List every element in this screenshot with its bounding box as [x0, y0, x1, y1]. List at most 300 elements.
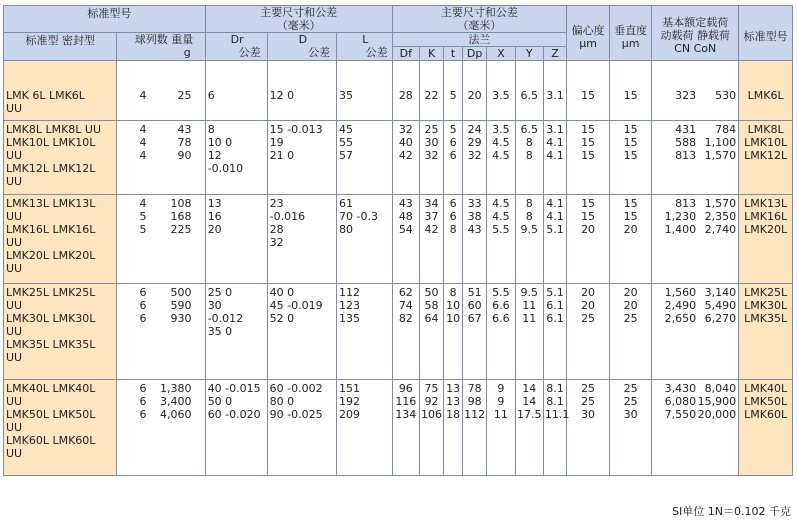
- weight-value: 25: [177, 89, 192, 102]
- right-value: LMK35L: [744, 312, 788, 325]
- header-load-rating: 基本额定载荷 动载荷 静载荷 CN CoN: [652, 6, 739, 61]
- cell-df: [392, 380, 419, 476]
- z-value: 11.1: [544, 408, 570, 421]
- cell-dr: [205, 380, 267, 476]
- header-flange: 法兰: [392, 33, 566, 47]
- l-value: 55: [338, 136, 353, 149]
- cell-right: [739, 195, 793, 284]
- y-value: 8: [525, 210, 533, 223]
- header-main-dims-2: 主要尺寸和公差 （毫米）: [392, 6, 566, 33]
- d-value: 60 -0.002: [269, 382, 323, 395]
- right-value: LMK16L: [744, 210, 788, 223]
- d-value: 28: [269, 223, 284, 236]
- header-main-dims-1: 主要尺寸和公差 （毫米）: [205, 6, 392, 33]
- y-value: 6.5: [520, 89, 538, 102]
- right-value: LMK8L: [747, 123, 784, 136]
- cell-right: [739, 380, 793, 476]
- model-value: UU: [6, 447, 23, 460]
- k-value: 106: [421, 408, 443, 421]
- cell-model: [4, 61, 117, 121]
- x-value: 4.5: [492, 197, 510, 210]
- y-value: 8: [525, 136, 533, 149]
- weight-value: 78: [177, 136, 192, 149]
- dr-value: 8: [207, 123, 215, 136]
- ecc-value: 15: [581, 149, 596, 162]
- dp-value: 24: [467, 123, 482, 136]
- cell-t: [444, 61, 463, 121]
- cn-value: 588: [675, 136, 697, 149]
- dr-value: 30: [207, 299, 222, 312]
- perp-value: 25: [623, 382, 638, 395]
- model-value: LMK8L LMK8L UU: [6, 123, 102, 136]
- k-value: 64: [424, 312, 439, 325]
- cell-x: [487, 380, 515, 476]
- cell-cn: [652, 121, 739, 195]
- cell-ecc: [567, 380, 610, 476]
- df-value: 74: [398, 299, 413, 312]
- cell-x: [487, 195, 515, 284]
- cn-value: 6,080: [664, 395, 697, 408]
- con-value: 6,270: [704, 312, 737, 325]
- cell-dp: [463, 121, 487, 195]
- k-value: 92: [424, 395, 439, 408]
- con-value: 2,740: [704, 223, 737, 236]
- right-value: LMK10L: [744, 136, 788, 149]
- t-value: 8: [449, 223, 457, 236]
- cell-k: [419, 121, 443, 195]
- z-value: 4.1: [546, 136, 564, 149]
- right-value: LMK13L: [744, 197, 788, 210]
- d-value: 32: [269, 236, 284, 249]
- header-x: X: [487, 47, 515, 61]
- con-value: 3,140: [704, 286, 737, 299]
- x-value: 11: [493, 408, 508, 421]
- balls-value: 6: [139, 312, 147, 325]
- perp-value: 20: [623, 299, 638, 312]
- k-value: 37: [424, 210, 439, 223]
- y-value: 17.5: [516, 408, 542, 421]
- weight-value: 168: [170, 210, 192, 223]
- df-value: 116: [395, 395, 417, 408]
- balls-value: 6: [139, 286, 147, 299]
- t-value: 5: [449, 89, 457, 102]
- cell-k: [419, 195, 443, 284]
- z-value: 6.1: [546, 312, 564, 325]
- d-value: 12 0: [269, 89, 295, 102]
- x-value: 6.6: [492, 299, 510, 312]
- cell-ecc: [567, 284, 610, 380]
- y-value: 11: [522, 299, 537, 312]
- x-value: 4.5: [492, 149, 510, 162]
- dr-value: 20: [207, 223, 222, 236]
- dp-value: 29: [467, 136, 482, 149]
- dr-value: 40 -0.015: [207, 382, 261, 395]
- cell-model: [4, 121, 117, 195]
- weight-value: 930: [170, 312, 192, 325]
- y-value: 6.5: [520, 123, 538, 136]
- cell-perp: [610, 121, 652, 195]
- right-value: LMK6L: [747, 89, 784, 102]
- model-value: UU: [6, 149, 23, 162]
- k-value: 50: [424, 286, 439, 299]
- cell-z: [543, 284, 566, 380]
- k-value: 75: [424, 382, 439, 395]
- k-value: 22: [424, 89, 439, 102]
- d-value: 19: [269, 136, 284, 149]
- perp-value: 20: [623, 223, 638, 236]
- con-value: 1,570: [704, 197, 737, 210]
- perp-value: 15: [623, 197, 638, 210]
- cell-z: [543, 121, 566, 195]
- df-value: 134: [395, 408, 417, 421]
- dr-value: 16: [207, 210, 222, 223]
- header-k: K: [419, 47, 443, 61]
- cell-t: [444, 380, 463, 476]
- cell-perp: [610, 284, 652, 380]
- perp-value: 25: [623, 312, 638, 325]
- perp-value: 25: [623, 395, 638, 408]
- balls-value: 6: [139, 382, 147, 395]
- t-value: 5: [449, 123, 457, 136]
- right-value: LMK12L: [744, 149, 788, 162]
- l-value: 123: [338, 299, 360, 312]
- balls-value: 5: [139, 223, 147, 236]
- model-value: LMK50L LMK50L: [6, 408, 96, 421]
- l-value: 192: [338, 395, 360, 408]
- cell-dp: [463, 195, 487, 284]
- perp-value: 15: [623, 89, 638, 102]
- cell-model: [4, 195, 117, 284]
- cell-y: [515, 284, 543, 380]
- model-value: UU: [6, 421, 23, 434]
- x-value: 5.5: [492, 286, 510, 299]
- cell-perp: [610, 380, 652, 476]
- dp-value: 51: [467, 286, 482, 299]
- cell-t: [444, 195, 463, 284]
- cell-ecc: [567, 121, 610, 195]
- model-value: LMK25L LMK25L: [6, 286, 96, 299]
- cell-cn: [652, 284, 739, 380]
- z-value: 8.1: [546, 395, 564, 408]
- cn-value: 1,560: [664, 286, 697, 299]
- table-row: [4, 61, 793, 121]
- model-value: LMK12L LMK12L: [6, 162, 96, 175]
- df-value: 28: [398, 89, 413, 102]
- perp-value: 15: [623, 149, 638, 162]
- dr-value: 25 0: [207, 286, 233, 299]
- cell-ecc: [567, 195, 610, 284]
- cell-df: [392, 284, 419, 380]
- y-value: 8: [525, 149, 533, 162]
- header-std-sealed: 标准型 密封型: [4, 33, 117, 61]
- con-value: 20,000: [697, 408, 737, 421]
- model-value: LMK20L LMK20L: [6, 249, 96, 262]
- cell-x: [487, 284, 515, 380]
- header-d: D 公差: [267, 33, 336, 61]
- header-t: t: [444, 47, 463, 61]
- balls-value: 6: [139, 395, 147, 408]
- dp-value: 60: [467, 299, 482, 312]
- cell-dp: [463, 284, 487, 380]
- model-value: UU: [6, 102, 23, 115]
- dr-value: 60 -0.020: [207, 408, 261, 421]
- table-body: [4, 61, 793, 476]
- header-std-model-right: 标准型号: [739, 6, 793, 61]
- cell-d: [267, 380, 336, 476]
- x-value: 3.5: [492, 123, 510, 136]
- z-value: 3.1: [546, 89, 564, 102]
- df-value: 48: [398, 210, 413, 223]
- cell-df: [392, 61, 419, 121]
- l-value: 80: [338, 223, 353, 236]
- d-value: 21 0: [269, 149, 295, 162]
- cell-dp: [463, 380, 487, 476]
- cell-y: [515, 195, 543, 284]
- df-value: 43: [398, 197, 413, 210]
- ecc-value: 15: [581, 197, 596, 210]
- d-value: 15 -0.013: [269, 123, 323, 136]
- model-value: LMK40L LMK40L: [6, 382, 96, 395]
- balls-value: 5: [139, 210, 147, 223]
- weight-value: 225: [170, 223, 192, 236]
- cn-value: 1,400: [664, 223, 697, 236]
- cell-y: [515, 61, 543, 121]
- cell-k: [419, 284, 443, 380]
- right-value: LMK60L: [744, 408, 788, 421]
- cn-value: 3,430: [664, 382, 697, 395]
- model-value: LMK35L LMK35L: [6, 338, 96, 351]
- perp-value: 15: [623, 210, 638, 223]
- ecc-value: 20: [581, 286, 596, 299]
- model-value: UU: [6, 262, 23, 275]
- table-row: [4, 284, 793, 380]
- cell-t: [444, 121, 463, 195]
- model-value: LMK60L LMK60L: [6, 434, 96, 447]
- right-value: LMK25L: [744, 286, 788, 299]
- d-value: 90 -0.025: [269, 408, 323, 421]
- perp-value: 15: [623, 123, 638, 136]
- header-balls-weight: 球列数 重量 g: [117, 33, 205, 61]
- df-value: 96: [398, 382, 413, 395]
- cell-l: [336, 195, 392, 284]
- dr-value: 12: [207, 149, 222, 162]
- dp-value: 20: [467, 89, 482, 102]
- dp-value: 32: [467, 149, 482, 162]
- cn-value: 1,230: [664, 210, 697, 223]
- cell-d: [267, 61, 336, 121]
- cn-value: 2,490: [664, 299, 697, 312]
- l-value: 70 -0.3: [338, 210, 378, 223]
- t-value: 6: [449, 197, 457, 210]
- l-value: 45: [338, 123, 353, 136]
- header-dr: Dr 公差: [205, 33, 267, 61]
- d-value: 40 0: [269, 286, 295, 299]
- table-row: [4, 121, 793, 195]
- cell-df: [392, 195, 419, 284]
- cell-l: [336, 380, 392, 476]
- cell-right: [739, 61, 793, 121]
- ecc-value: 15: [581, 210, 596, 223]
- y-value: 11: [522, 312, 537, 325]
- model-value: UU: [6, 325, 23, 338]
- con-value: 15,900: [697, 395, 737, 408]
- unit-footnote: SI单位 1N＝0.102 千克: [672, 505, 791, 518]
- right-value: LMK30L: [744, 299, 788, 312]
- table-row: [4, 380, 793, 476]
- cell-df: [392, 121, 419, 195]
- model-value: UU: [6, 395, 23, 408]
- cell-dr: [205, 284, 267, 380]
- dp-value: 67: [467, 312, 482, 325]
- dp-value: 33: [467, 197, 482, 210]
- con-value: 8,040: [704, 382, 737, 395]
- t-value: 8: [449, 286, 457, 299]
- cell-k: [419, 380, 443, 476]
- ecc-value: 20: [581, 223, 596, 236]
- y-value: 8: [525, 197, 533, 210]
- x-value: 9: [497, 382, 505, 395]
- cell-t: [444, 284, 463, 380]
- cell-dr: [205, 121, 267, 195]
- z-value: 6.1: [546, 299, 564, 312]
- dr-value: 10 0: [207, 136, 233, 149]
- ecc-value: 20: [581, 299, 596, 312]
- l-value: 135: [338, 312, 360, 325]
- cell-balls: [117, 380, 205, 476]
- model-value: LMK13L LMK13L: [6, 197, 96, 210]
- k-value: 42: [424, 223, 439, 236]
- balls-value: 4: [139, 136, 147, 149]
- cell-right: [739, 284, 793, 380]
- cell-perp: [610, 61, 652, 121]
- balls-value: 6: [139, 408, 147, 421]
- cell-z: [543, 61, 566, 121]
- z-value: 3.1: [546, 123, 564, 136]
- dp-value: 78: [467, 382, 482, 395]
- cell-balls: [117, 121, 205, 195]
- cn-value: 2,650: [664, 312, 697, 325]
- dr-value: 35 0: [207, 325, 233, 338]
- perp-value: 20: [623, 286, 638, 299]
- cell-z: [543, 195, 566, 284]
- dr-value: 6: [207, 89, 215, 102]
- t-value: 6: [449, 149, 457, 162]
- t-value: 13: [446, 382, 461, 395]
- model-value: LMK 6L LMK6L: [6, 89, 85, 102]
- con-value: 2,350: [704, 210, 737, 223]
- weight-value: 43: [177, 123, 192, 136]
- df-value: 62: [398, 286, 413, 299]
- cell-cn: [652, 61, 739, 121]
- weight-value: 1,380: [159, 382, 192, 395]
- x-value: 5.5: [492, 223, 510, 236]
- l-value: 35: [338, 89, 353, 102]
- d-value: 52 0: [269, 312, 295, 325]
- balls-value: 6: [139, 299, 147, 312]
- cell-x: [487, 61, 515, 121]
- perp-value: 30: [623, 408, 638, 421]
- con-value: 1,570: [704, 149, 737, 162]
- l-value: 151: [338, 382, 360, 395]
- y-value: 9.5: [520, 286, 538, 299]
- cell-l: [336, 284, 392, 380]
- weight-value: 4,060: [159, 408, 192, 421]
- cell-cn: [652, 195, 739, 284]
- header-eccentricity: 偏心度 μm: [567, 6, 610, 61]
- y-value: 14: [522, 382, 537, 395]
- d-value: 45 -0.019: [269, 299, 323, 312]
- header-df: Df: [392, 47, 419, 61]
- weight-value: 500: [170, 286, 192, 299]
- cn-value: 323: [675, 89, 697, 102]
- cell-balls: [117, 195, 205, 284]
- cell-dp: [463, 61, 487, 121]
- cell-balls: [117, 284, 205, 380]
- table-row: [4, 195, 793, 284]
- con-value: 530: [715, 89, 737, 102]
- t-value: 6: [449, 210, 457, 223]
- model-value: UU: [6, 175, 23, 188]
- ecc-value: 25: [581, 395, 596, 408]
- dp-value: 43: [467, 223, 482, 236]
- model-value: UU: [6, 236, 23, 249]
- cn-value: 813: [675, 197, 697, 210]
- perp-value: 15: [623, 136, 638, 149]
- cn-value: 7,550: [664, 408, 697, 421]
- cell-model: [4, 380, 117, 476]
- dp-value: 112: [464, 408, 486, 421]
- l-value: 61: [338, 197, 353, 210]
- balls-value: 4: [139, 149, 147, 162]
- df-value: 40: [398, 136, 413, 149]
- dr-value: 50 0: [207, 395, 233, 408]
- cell-z: [543, 380, 570, 476]
- balls-value: 4: [139, 197, 147, 210]
- con-value: 784: [715, 123, 737, 136]
- header-perpendicularity: 垂直度 μm: [610, 6, 652, 61]
- model-value: UU: [6, 299, 23, 312]
- t-value: 18: [446, 408, 461, 421]
- z-value: 5.1: [546, 223, 564, 236]
- header-dp: Dp: [463, 47, 487, 61]
- k-value: 34: [424, 197, 439, 210]
- d-value: -0.016: [269, 210, 306, 223]
- df-value: 42: [398, 149, 413, 162]
- weight-value: 90: [177, 149, 192, 162]
- l-value: 57: [338, 149, 353, 162]
- header-std-model: 标准型号: [4, 6, 206, 33]
- k-value: 25: [424, 123, 439, 136]
- cell-cn: [652, 380, 739, 476]
- cell-ecc: [567, 61, 610, 121]
- dr-value: -0.012: [207, 312, 244, 325]
- cell-dr: [205, 195, 267, 284]
- k-value: 32: [424, 149, 439, 162]
- con-value: 5,490: [704, 299, 737, 312]
- weight-value: 108: [170, 197, 192, 210]
- cell-model: [4, 284, 117, 380]
- dp-value: 98: [467, 395, 482, 408]
- con-value: 1,100: [704, 136, 737, 149]
- z-value: 5.1: [546, 286, 564, 299]
- d-value: 80 0: [269, 395, 295, 408]
- cell-balls: [117, 61, 205, 121]
- z-value: 8.1: [546, 382, 564, 395]
- df-value: 54: [398, 223, 413, 236]
- cell-l: [336, 61, 392, 121]
- ecc-value: 25: [581, 382, 596, 395]
- cell-k: [419, 61, 443, 121]
